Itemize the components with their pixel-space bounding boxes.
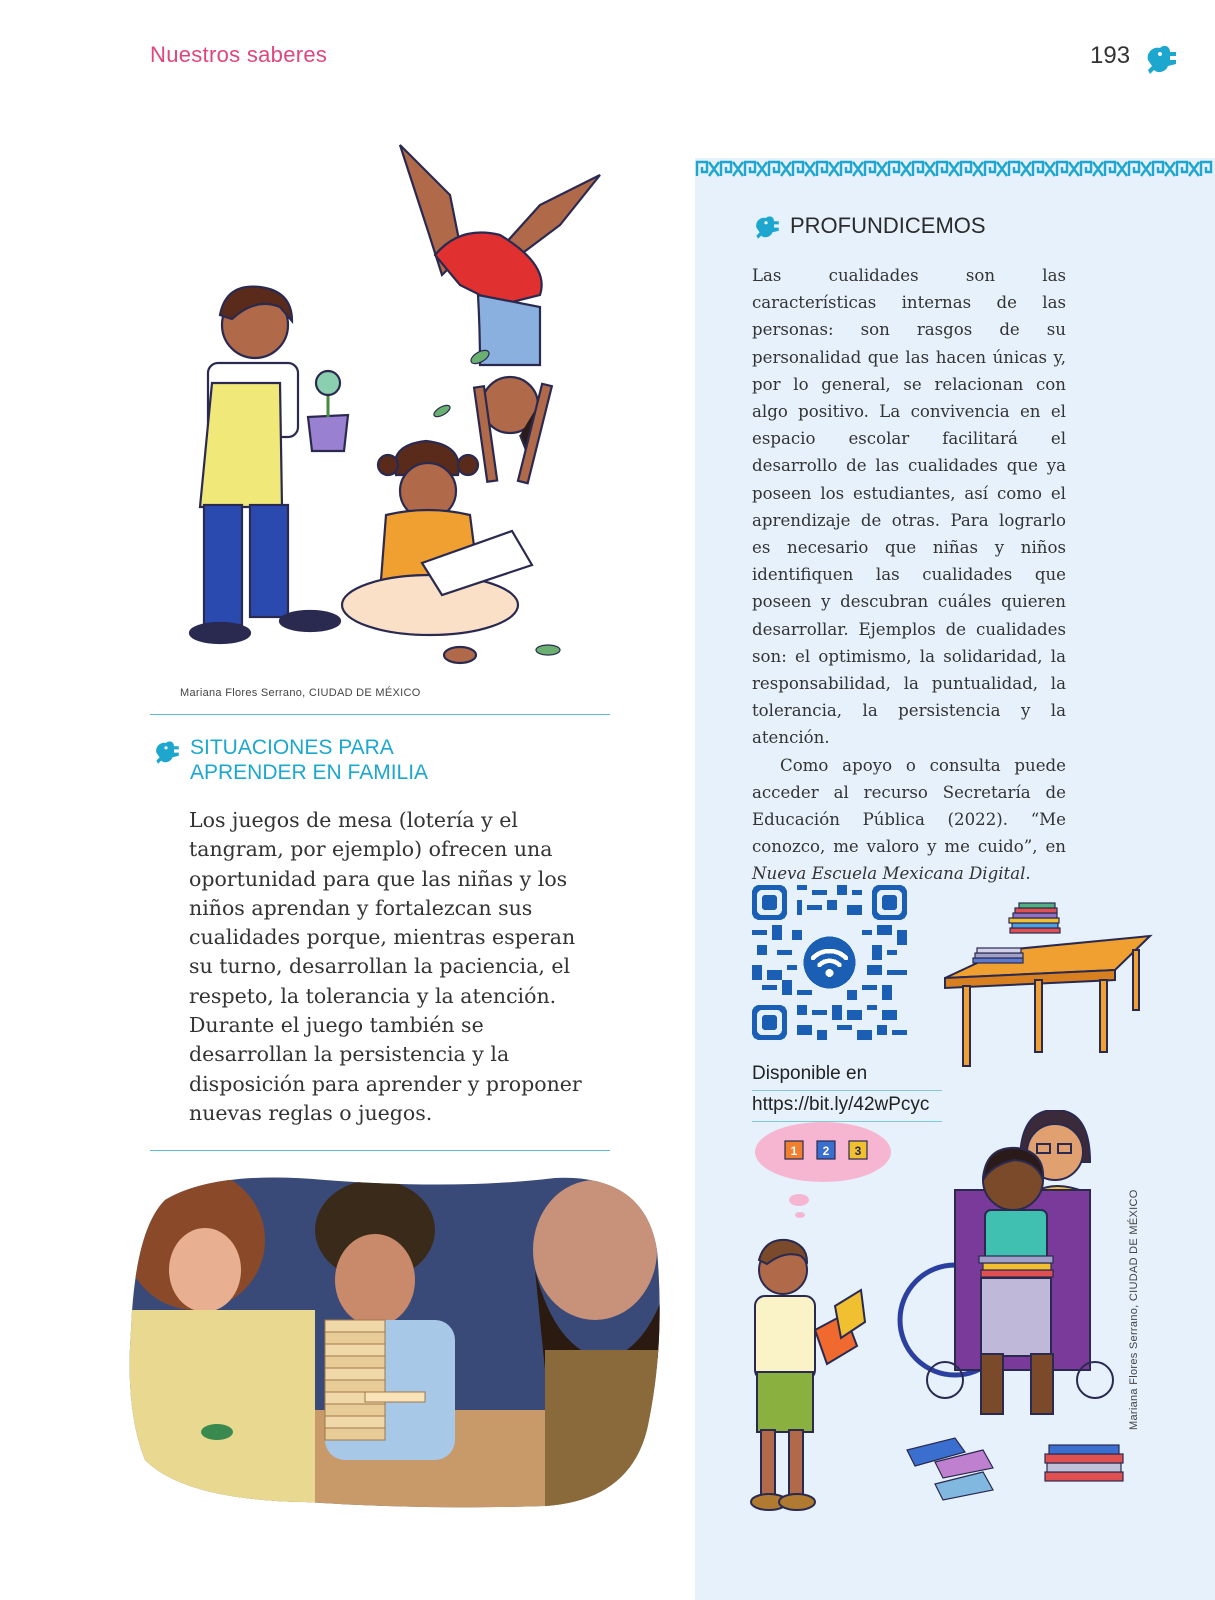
section-rule-bottom xyxy=(150,1150,610,1151)
hand-glyph-icon xyxy=(150,735,182,767)
available-url-link[interactable]: https://bit.ly/42wPcyc xyxy=(752,1091,942,1122)
profundicemos-paragraph-2 xyxy=(752,752,1066,888)
greca-border xyxy=(695,158,1215,180)
kids-wheelchair-illustration xyxy=(745,1110,1165,1540)
situaciones-body: Los juegos de mesa (lotería y el tangram, por ejemplo) ofrecen una oportunidad para que las niñas y los niños aprendan y fortalezcan sus cualidades porque, mientras esperan su turno, desarrollan la paciencia, el respeto, la tolerancia y la atención. Durante el juego también se desarrollan la persistencia y la disposición para aprender y proponer nuevas reglas o juegos. xyxy=(189,808,582,1125)
section-rule-top xyxy=(150,714,610,715)
illustration-credit-vertical: Mariana Flores Serrano, CIUDAD DE MÉXICO xyxy=(1128,1189,1140,1430)
family-playing-jenga-photo xyxy=(125,1170,665,1510)
situaciones-title-line-1: SITUACIONES PARA xyxy=(190,736,394,759)
bubble-tile-3: 3 xyxy=(854,1144,862,1158)
illustration-credit: Mariana Flores Serrano, CIUDAD DE MÉXICO xyxy=(180,687,421,699)
hand-glyph-icon xyxy=(750,210,782,242)
kids-playing-illustration xyxy=(160,135,680,690)
hand-glyph-icon xyxy=(1140,40,1180,76)
page-number: 193 xyxy=(1090,42,1131,69)
profundicemos-paragraph-1: Las cualidades son las características internas de las personas: son rasgos de su personalidad que las hacen únicas y, por lo general, se relacionan con algo positivo. La convivencia en el espacio escolar facilitará el desarrollo de las cualidades que ya poseen los estudiantes, así como el aprendizaje de otras. Para lograrlo es necesario que niñas y niños identifiquen las cualidades que poseen y descubran cuáles quieren desarrollar. Ejemplos de cualidades son: el optimismo, la solidaridad, la responsabilidad, la puntualidad, la tolerancia, la persistencia y la atención. xyxy=(752,266,1066,748)
qr-code[interactable] xyxy=(752,885,907,1040)
situaciones-title xyxy=(190,735,428,785)
paragraph-2-text: Como apoyo o consulta puede acceder al recurso Secretaría de Educación Pública (2022). “Me conozco, me valoro y me cuido”, en xyxy=(752,755,1066,857)
situaciones-title-line-2: APRENDER EN FAMILIA xyxy=(190,761,429,784)
running-head: Nuestros saberes xyxy=(150,42,328,67)
situaciones-heading xyxy=(150,735,428,785)
available-label: Disponible en xyxy=(752,1060,942,1091)
profundicemos-heading xyxy=(750,210,986,242)
profundicemos-body xyxy=(752,262,1066,888)
bubble-tile-2: 2 xyxy=(822,1144,830,1158)
profundicemos-title: PROFUNDICEMOS xyxy=(790,213,986,238)
table-with-books-illustration xyxy=(935,900,1155,1070)
bubble-tile-1: 1 xyxy=(790,1144,798,1158)
paragraph-2-italic: Nueva Escuela Mexicana Digital. xyxy=(752,864,1031,884)
